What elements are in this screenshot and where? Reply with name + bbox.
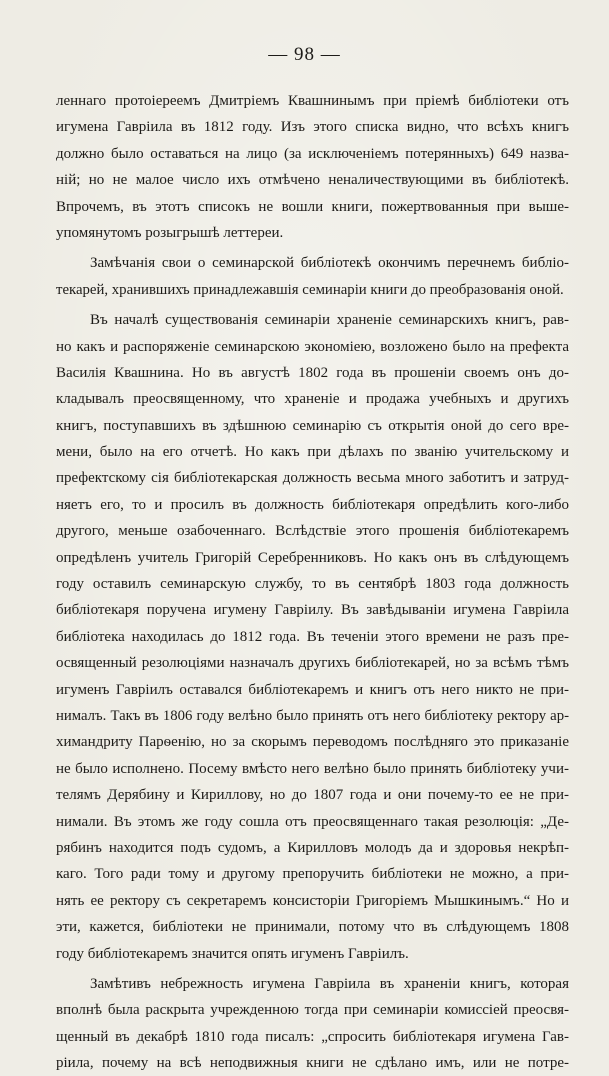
text-line: кладывалъ преосвященному, что храненіе и продажа учебныхъ и другихъ xyxy=(56,391,569,408)
text-line: нималъ. Такъ въ 1806 году велѣно было принять отъ него библіотеку ректору ар- xyxy=(56,707,569,724)
text-line: ріила, почему на всѣ неподвижныя книги не сдѣлано имъ, или не потре- xyxy=(56,1055,569,1072)
text-line: эти, кажется, библіотеки не принимали, потому что въ слѣдующемъ 1808 xyxy=(56,919,569,936)
text-line: Замѣтивъ небрежность игумена Гавріила въ храненіи книгъ, которая xyxy=(90,975,569,992)
paragraph-3 xyxy=(56,307,569,967)
text-line: книгъ, поступавшихъ въ здѣшнюю семинарію съ открытія оной до сего вре- xyxy=(56,417,569,434)
paragraph-4 xyxy=(56,971,569,1076)
text-line: опредѣленъ учитель Григорій Серебренниковъ. Но какъ онъ въ слѣдующемъ xyxy=(56,549,569,566)
text-line: нять ее ректору съ секретаремъ консисторіи Григоріемъ Мышкинымъ.“ Но и xyxy=(56,892,569,909)
text-line: мени, было на его отчетѣ. Но какъ при дѣлахъ по званію учительскому и xyxy=(56,444,569,461)
text-line: вполнѣ была раскрыта учрежденною тогда при семинаріи комиссіей преосвя- xyxy=(56,1002,569,1019)
text-line: Замѣчанія свои о семинарской библіотекѣ окончимъ перечнемъ библіо- xyxy=(90,255,569,272)
body-text xyxy=(56,88,569,1076)
paragraph-2 xyxy=(56,250,569,303)
text-line: должно было оставаться на лицо (за исключеніемъ потерянныхъ) 649 назва- xyxy=(56,145,569,162)
text-line: году оставилъ семинарскую службу, то въ сентябрѣ 1803 года должность xyxy=(56,576,569,593)
text-line: но какъ и распоряженіе семинарскою экономіею, возложено было на префекта xyxy=(56,338,569,355)
text-line: упомянутомъ розыгрышѣ леттереи. xyxy=(56,224,284,241)
text-line: Василія Квашнина. Но въ августѣ 1802 года въ прошеніи своемъ онъ до- xyxy=(56,364,569,381)
text-line: игумена Гавріила въ 1812 году. Изъ этого списка видно, что всѣхъ книгъ xyxy=(56,119,569,136)
text-line: рябинъ находится подъ судомъ, а Кирилловъ молодъ да и здоровья некрѣп- xyxy=(56,839,569,856)
text-line: текарей, хранившихъ принадлежавшія семинаріи книги до преобразованія оной. xyxy=(56,281,564,298)
text-line: другого, меньше озабоченнаго. Вслѣдствіе этого прошенія библіотекаремъ xyxy=(56,523,569,540)
text-line: библіотекаря поручена игумену Гавріилу. Въ завѣдываніи игумена Гавріила xyxy=(56,602,569,619)
text-line: библіотека находилась до 1812 года. Въ теченіи этого времени не разъ пре- xyxy=(56,628,569,645)
text-line: Въ началѣ существованія семинаріи храненіе семинарскихъ книгъ, рав- xyxy=(90,312,569,329)
text-line: Впрочемъ, въ этотъ списокъ не вошли книги, пожертвованныя при выше- xyxy=(56,198,569,215)
text-line: игуменъ Гавріилъ оставался библіотекаремъ и книгъ отъ него никто не при- xyxy=(56,681,569,698)
text-line: щенный въ декабрѣ 1810 года писалъ: „спросить библіотекаря игумена Гав- xyxy=(56,1028,569,1045)
page-number: — 98 — xyxy=(268,44,341,65)
text-line: леннаго протоіереемъ Дмитріемъ Квашнинымъ при пріемѣ библіотеки отъ xyxy=(56,93,569,109)
text-line: каго. Того ради тому и другому препоручить библіотеки не можно, а при- xyxy=(56,866,569,883)
text-line: освященный резолюціями назначалъ другихъ библіотекарей, но за всѣмъ тѣмъ xyxy=(56,655,569,672)
text-line: префектскому сія библіотекарская должность весьма много заботитъ и затруд- xyxy=(56,470,569,487)
text-line: телямъ Дерябину и Кириллову, но до 1807 года и они почему-то ее не при- xyxy=(56,787,569,804)
text-line: няетъ его, то и просилъ въ должность библіотекаря опредѣлить кого-либо xyxy=(56,496,569,513)
text-line: нимали. Въ этомъ же году сошла отъ преосвященнаго такая резолюція: „Де- xyxy=(56,813,569,830)
paragraph-1 xyxy=(56,88,569,246)
text-line: химандриту Парѳенію, но за скорымъ переводомъ послѣдняго это приказаніе xyxy=(56,734,569,751)
text-line: ній; но не малое число ихъ отмѣчено неналичествующими въ библіотекѣ. xyxy=(56,172,569,189)
text-line: не было исполнено. Посему вмѣсто него велѣно было принять библіотеку учи- xyxy=(56,760,569,777)
text-line: году библіотекаремъ значится опять игуменъ Гавріилъ. xyxy=(56,945,409,962)
